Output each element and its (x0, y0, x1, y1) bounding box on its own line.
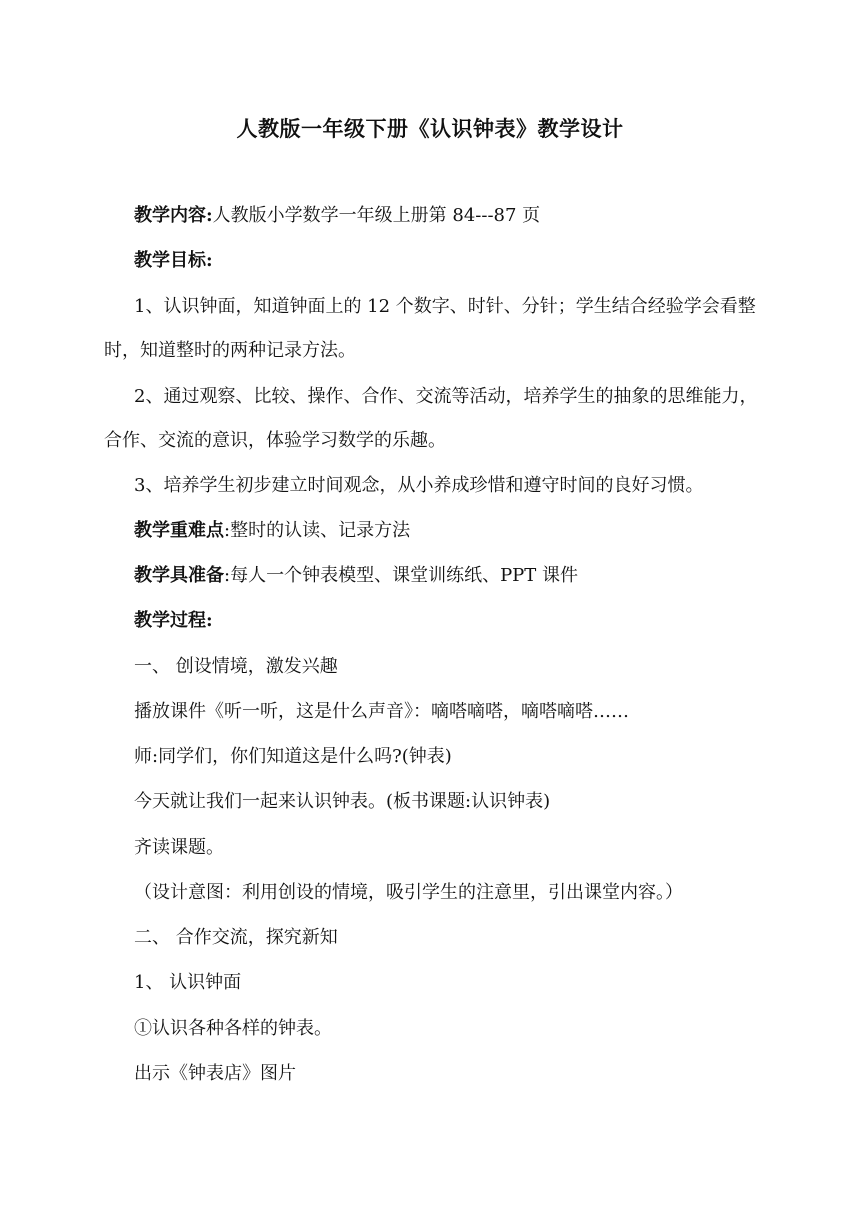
subsection-1-item: ①认识各种各样的钟表。 (134, 1018, 332, 1039)
teaching-goals-label: 教学目标: (134, 250, 213, 271)
teaching-content-text: 人教版小学数学一年级上册第 84---87 页 (212, 205, 541, 226)
goal-1-paragraph: 1、认识钟面，知道钟面上的 12 个数字、时针、分针；学生结合经验学会看整时，知道整时的两种记录方法。 (104, 296, 756, 361)
teaching-prep-label: 教学具准备 (134, 565, 224, 586)
section-1-heading: 一、 创设情境，激发兴趣 (134, 656, 338, 677)
design-intent-line: （设计意图：利用创设的情境，吸引学生的注意里，引出课堂内容。） (134, 882, 683, 903)
subsection-1-heading: 1、 认识钟面 (134, 972, 242, 993)
teaching-prep-text: :每人一个钟表模型、课堂训练纸、PPT 课件 (224, 565, 579, 586)
section-2-heading: 二、 合作交流，探究新知 (134, 927, 338, 948)
document-title: 人教版一年级下册《认识钟表》教学设计 (236, 116, 624, 141)
teaching-content-line (134, 201, 794, 231)
today-line: 今天就让我们一起来认识钟表。(板书课题:认识钟表) (134, 791, 551, 812)
subsection-1-show: 出示《钟表店》图片 (134, 1063, 296, 1084)
teaching-process-label: 教学过程: (134, 610, 213, 631)
teaching-difficulty-line (134, 516, 794, 546)
teacher-question-line: 师:同学们，你们知道这是什么吗?(钟表) (134, 746, 452, 767)
teaching-difficulty-label: 教学重难点 (134, 520, 224, 541)
goal-2-paragraph: 2、通过观察、比较、操作、合作、交流等活动，培养学生的抽象的思维能力，合作、交流的意识，体验学习数学的乐趣。 (104, 386, 758, 451)
read-title-line: 齐读课题。 (134, 837, 224, 858)
goal-3-paragraph: 3、培养学生初步建立时间观念，从小养成珍惜和遵守时间的良好习惯。 (134, 475, 704, 496)
teaching-difficulty-text: :整时的认读、记录方法 (224, 520, 411, 541)
teaching-prep-line (134, 561, 794, 591)
teaching-content-label: 教学内容: (134, 205, 213, 226)
play-courseware-line: 播放课件《听一听，这是什么声音》：嘀嗒嘀嗒，嘀嗒嘀嗒…… (134, 701, 629, 722)
